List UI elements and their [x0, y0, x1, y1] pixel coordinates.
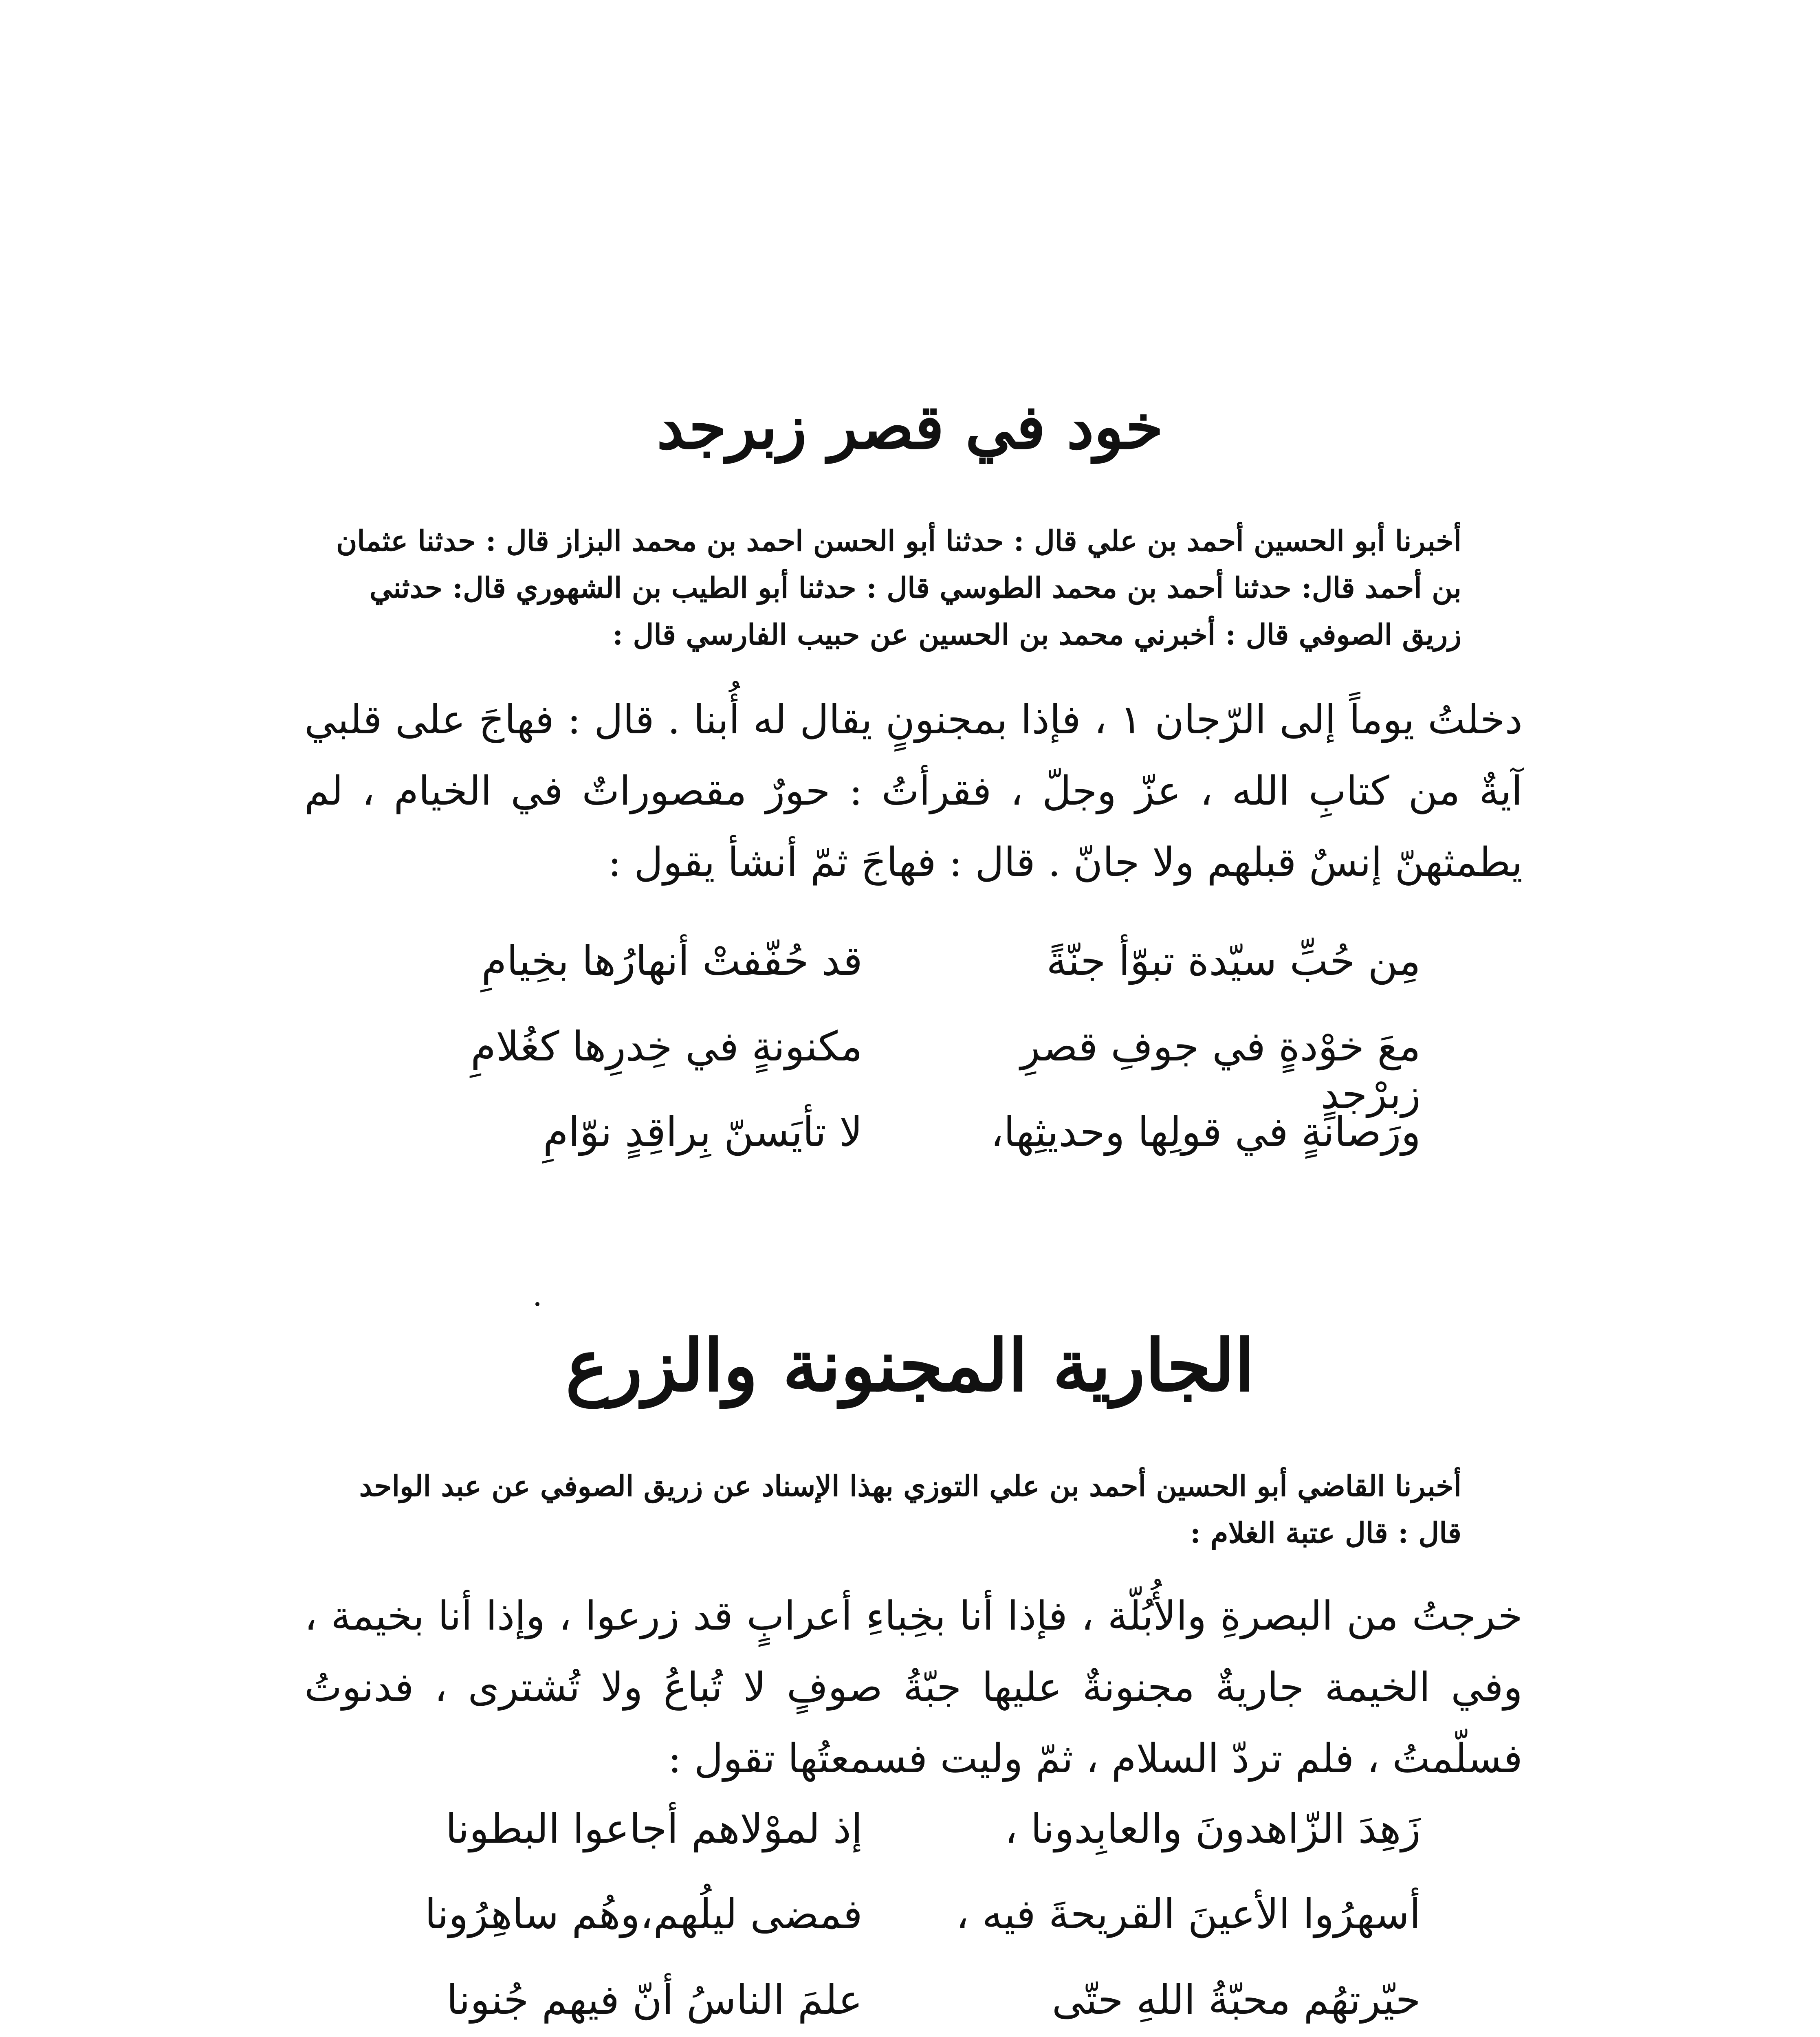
verse-second-hemistich: فمضى ليلُهم،وهُم ساهِرُونا — [425, 1890, 863, 1938]
poem-verse — [361, 1976, 1421, 2037]
verse-second-hemistich: إذ لموْلاهم أجاعوا البطونا — [445, 1805, 863, 1852]
isnad-text: أخبرنا القاضي أبو الحسين أحمد بن علي التوزي بهذا الإسناد عن زريق الصوفي عن عبد الواحد قال : قال عتبة الغلام : — [359, 1469, 1461, 1550]
poem-verse — [361, 1890, 1421, 1976]
verse-first-hemistich: معَ خوْدةٍ في جوفِ قصرِ زبرْجدٍ — [1020, 1023, 1421, 1118]
poem-verse — [361, 1108, 1421, 1194]
verse-second-hemistich: قد حُفّفتْ أنهارُها بخِيامِ — [481, 937, 863, 985]
poem-verse — [361, 1805, 1421, 1890]
stray-dot — [535, 1302, 539, 1306]
poem — [361, 1805, 1421, 2037]
verse-second-hemistich: مكنونةٍ في خِدرِها كغُلامِ — [471, 1023, 863, 1070]
section-title: الجارية المجنونة والزرع — [566, 1324, 1254, 1408]
verse-first-hemistich: ورَصانةٍ في قولِها وحديثِها، — [990, 1108, 1421, 1156]
narrative-paragraph: دخلتُ يوماً إلى الرّجان ١ ، فإذا بمجنونٍ يقال له أُبنا . قال : فهاجَ على قلبي آيةٌ من كتابِ الله ، عزّ وجلّ ، فقرأتُ : حورٌ مقصوراتٌ في الخيام ، لم يطمثهنّ إنسٌ قبلهم ولا جانّ . قال : فهاجَ ثمّ أنشأ يقول : — [304, 697, 1523, 886]
section-title: خود في قصر زبرجد — [656, 391, 1164, 463]
isnad-text: أخبرنا أبو الحسين أحمد بن علي قال : حدثنا أبو الحسن احمد بن محمد البزاز قال : حدثنا عثمان بن أحمد قال: حدثنا أحمد بن محمد الطوسي قال : حدثنا أبو الطيب بن الشهوري قال: حدثني زريق الصوفي قال : أخبرني محمد بن الحسين عن حبيب الفارسي قال : — [336, 524, 1461, 651]
verse-second-hemistich: لا تأيَسنّ بِراقِدٍ نوّامِ — [543, 1108, 863, 1156]
verse-first-hemistich: مِن حُبِّ سيّدة تبوّأ جنّةً — [1046, 937, 1421, 985]
narrative-paragraph: خرجتُ من البصرةِ والأُبُلّة ، فإذا أنا بخِباءِ أعرابٍ قد زرعوا ، وإذا أنا بخيمة ، وفي الخيمة جاريةٌ مجنونةٌ عليها جبّةُ صوفٍ لا تُباعُ ولا تُشترى ، فدنوتُ فسلّمتُ ، فلم تردّ السلام ، ثمّ وليت فسمعتُها تقول : — [304, 1593, 1523, 1782]
verse-second-hemistich: علمَ الناسُ أنّ فيهم جُنونا — [446, 1976, 863, 2024]
verse-first-hemistich: أسهرُوا الأعينَ القريحةَ فيه ، — [956, 1890, 1421, 1938]
poem-verse — [361, 1023, 1421, 1118]
verse-first-hemistich: حيّرتهُم محبّةُ اللهِ حتّى — [1052, 1976, 1421, 2024]
verse-first-hemistich: زَهِدَ الزّاهدونَ والعابِدونا ، — [1004, 1805, 1421, 1852]
poem — [361, 937, 1421, 1194]
poem-verse — [361, 937, 1421, 1023]
